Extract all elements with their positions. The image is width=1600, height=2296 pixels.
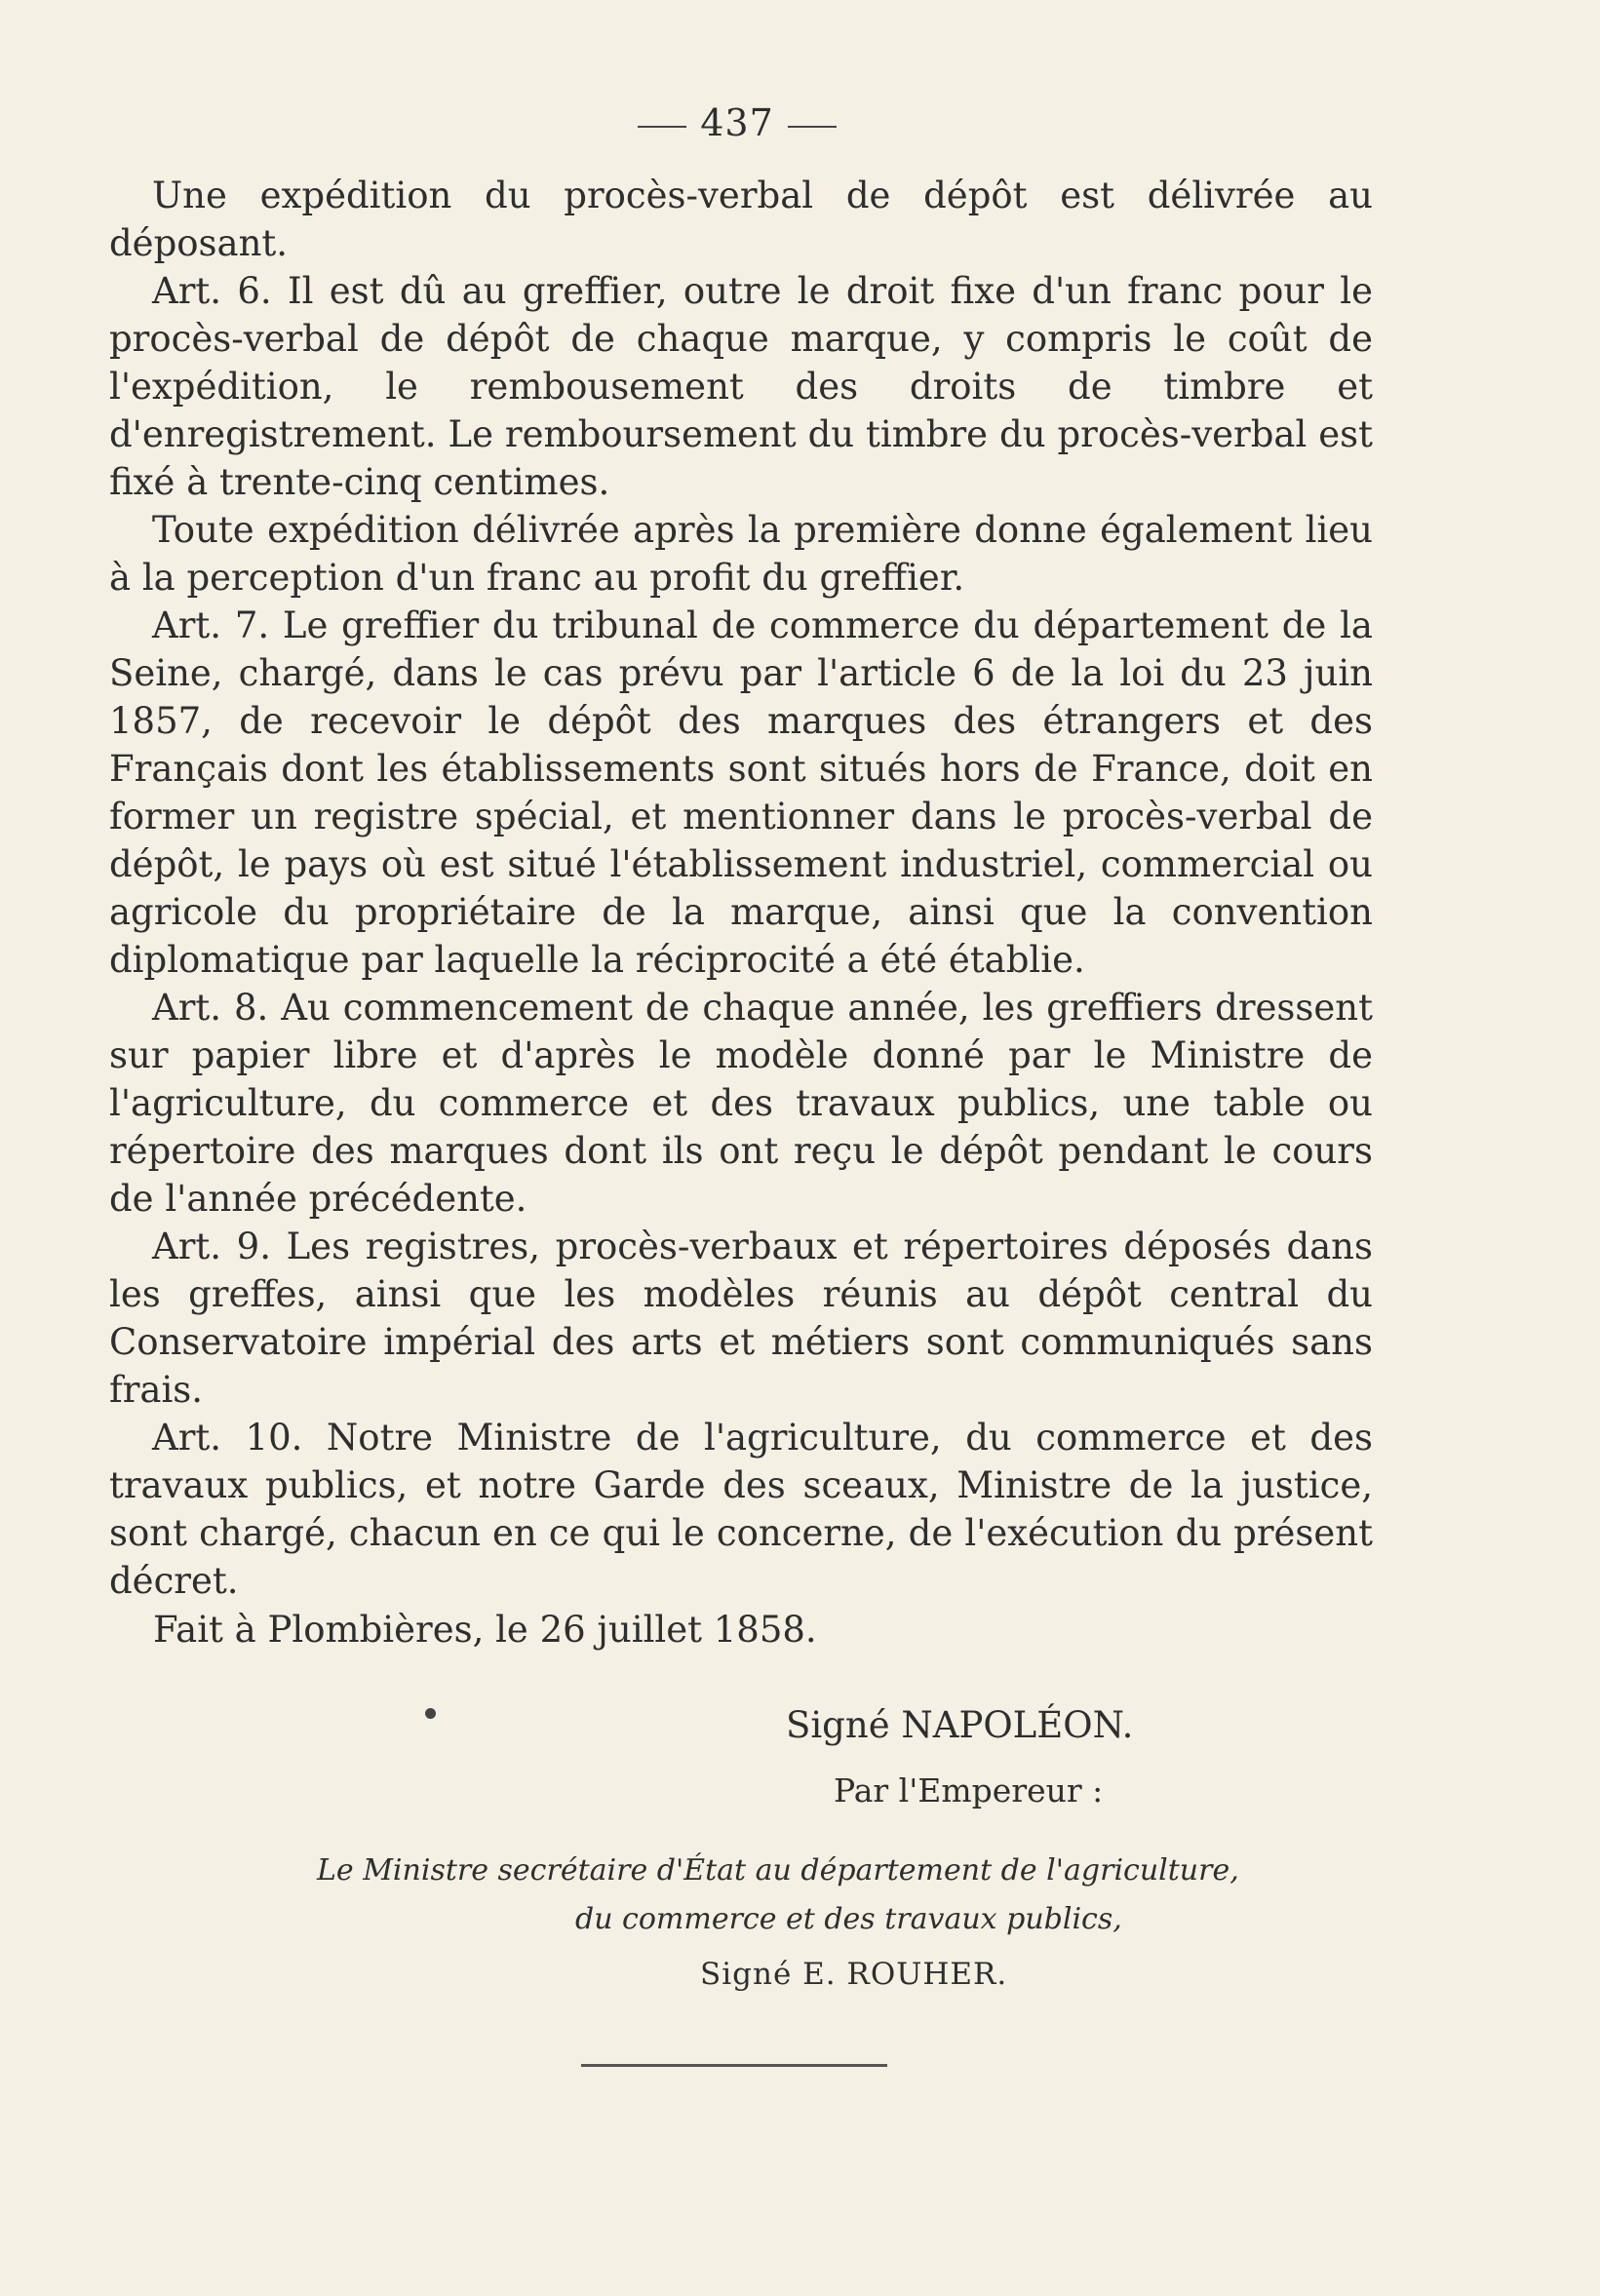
ministre-line-1: Le Ministre secrétaire d'État au département de l'agriculture, — [317, 1853, 1239, 1887]
ink-dot — [425, 1708, 436, 1719]
paragraph-art-10: Art. 10. Notre Ministre de l'agriculture, du commerce et des travaux publics, et notre Garde des sceaux, Ministre de la justice, sont chargé, chacun en ce qui le concerne, de l'exécution du présent décret. — [109, 1417, 1373, 1602]
end-rule — [581, 2064, 887, 2067]
par-empereur: Par l'Empereur : — [834, 1771, 1104, 1810]
signature-napoleon: Signé NAPOLÉON. — [786, 1704, 1134, 1746]
paragraph-art-7: Art. 7. Le greffier du tribunal de commerce du département de la Seine, chargé, dans le cas prévu par l'article 6 de la loi du 23 juin 1857, de recevoir le dépôt des marques des étrangers et des Français dont les établissements sont situés hors de France, doit en former un registre spécial, et mentionner dans le procès-verbal de dépôt, le pays où est situé l'établissement industriel, commercial ou agricole du propriétaire de la marque, ainsi que la convention diplomatique par laquelle la réciprocité a été établie. — [109, 604, 1373, 981]
body-text — [109, 172, 1373, 1605]
signature-rouher: Signé E. ROUHER. — [700, 1957, 1008, 1992]
paragraph-expedition: Une expédition du procès-verbal de dépôt est délivrée au déposant. — [109, 175, 1373, 264]
page-number — [0, 101, 1474, 144]
paragraph-art-8: Art. 8. Au commencement de chaque année, les greffiers dressent sur papier libre et d'après le modèle donné par le Ministre de l'agriculture, du commerce et des travaux publics, une table ou répertoire des marques dont ils ont reçu le dépôt pendant le cours de l'année précédente. — [109, 987, 1373, 1220]
page-number-dash-left — [638, 126, 686, 128]
paragraph-toute-expedition: Toute expédition délivrée après la première donne également lieu à la perception d'un franc au profit du greffier. — [109, 509, 1373, 599]
fait-line: Fait à Plombières, le 26 juillet 1858. — [153, 1609, 817, 1651]
ministre-block — [317, 1847, 1370, 1944]
page-number-dash-right — [788, 126, 837, 128]
paragraph-art-9: Art. 9. Les registres, procès-verbaux et répertoires déposés dans les greffes, ainsi que les modèles réunis au dépôt central du Conservatoire impérial des arts et métiers sont communiqués sans frais. — [109, 1226, 1373, 1411]
ministre-line-2: du commerce et des travaux publics, — [575, 1902, 1122, 1936]
paragraph-art-6: Art. 6. Il est dû au greffier, outre le droit fixe d'un franc pour le procès-verbal de dépôt de chaque marque, y compris le coût de l'expédition, le rembousement des droits de timbre et d'enregistrement. Le remboursement du timbre du procès-verbal est fixé à trente-cinq centimes. — [109, 270, 1373, 503]
page-number-value: 437 — [700, 101, 774, 144]
